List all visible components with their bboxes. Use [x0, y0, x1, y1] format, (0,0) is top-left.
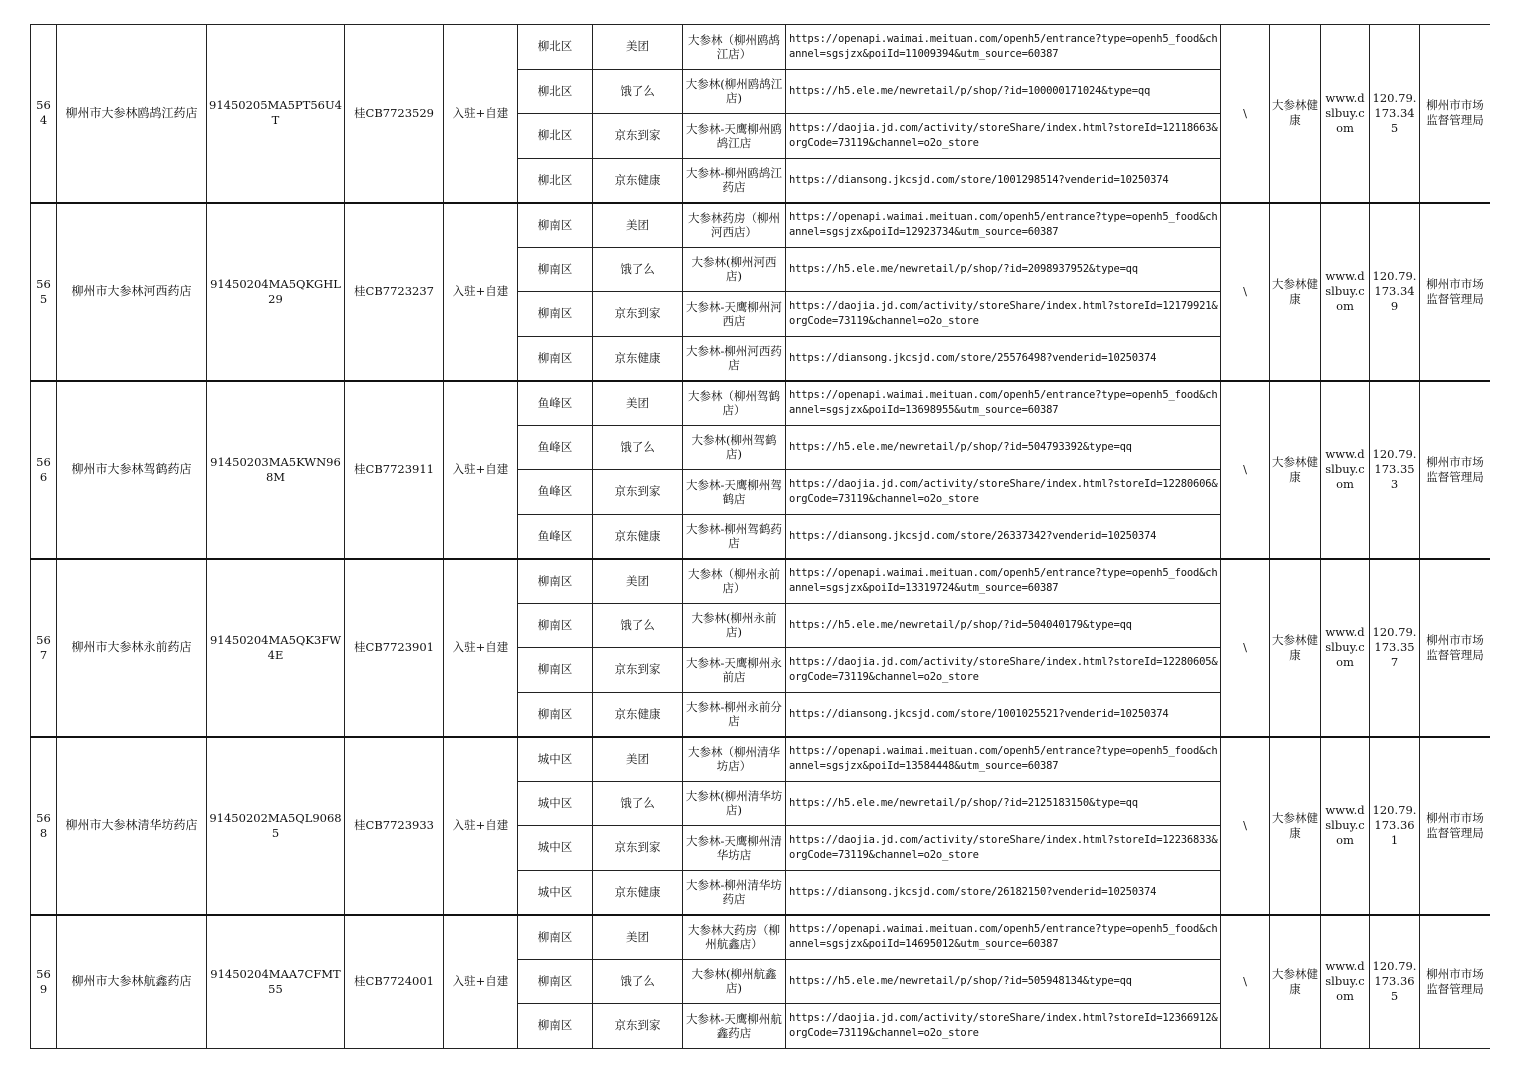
store-name: 大参林-天鹰柳州河西店	[683, 292, 786, 337]
platform: 京东健康	[593, 336, 683, 381]
license-number: 桂CB7723911	[345, 381, 444, 559]
app-name: 大参林健康	[1270, 381, 1321, 559]
store-url: https://openapi.waimai.meituan.com/openh5/entrance?type=openh5_food&channel=sgsjzx&poiId=13319724&utm_source=60387	[786, 559, 1221, 604]
store-url: https://daojia.jd.com/activity/storeShare/index.html?storeId=12179921&orgCode=73119&channel=o2o_store	[786, 292, 1221, 337]
license-number: 桂CB7723529	[345, 25, 444, 203]
platform: 京东健康	[593, 870, 683, 915]
ip-address: 120.79.173.365	[1370, 915, 1420, 1049]
platform: 京东健康	[593, 514, 683, 559]
platform: 饿了么	[593, 69, 683, 114]
operation-mode: 入驻+自建	[444, 25, 518, 203]
store-url: https://openapi.waimai.meituan.com/openh5/entrance?type=openh5_food&channel=sgsjzx&poiId=12923734&utm_source=60387	[786, 203, 1221, 248]
store-url: https://h5.ele.me/newretail/p/shop/?id=504040179&type=qq	[786, 603, 1221, 648]
license-number: 桂CB7724001	[345, 915, 444, 1049]
website: www.dslbuy.com	[1321, 25, 1370, 203]
district: 柳南区	[518, 915, 593, 960]
table-row	[31, 737, 1491, 782]
platform: 饿了么	[593, 247, 683, 292]
district: 柳北区	[518, 25, 593, 70]
store-name: 大参林-天鹰柳州航鑫药店	[683, 1004, 786, 1049]
store-name: 大参林（柳州清华坊店）	[683, 737, 786, 782]
table-row	[31, 559, 1491, 604]
credit-code: 91450205MA5PT56U4T	[207, 25, 345, 203]
company-name: 柳州市大参林航鑫药店	[57, 915, 207, 1049]
credit-code: 91450204MA5QK3FW4E	[207, 559, 345, 737]
backslash-cell: \	[1221, 381, 1270, 559]
document-page	[30, 24, 1490, 1054]
store-name: 大参林药房（柳州河西店）	[683, 203, 786, 248]
table-row	[31, 915, 1491, 960]
store-name: 大参林(柳州航鑫店)	[683, 959, 786, 1004]
store-url: https://diansong.jkcsjd.com/store/26182150?venderid=10250374	[786, 870, 1221, 915]
store-table	[30, 24, 1490, 1049]
operation-mode: 入驻+自建	[444, 737, 518, 915]
store-url: https://h5.ele.me/newretail/p/shop/?id=2125183150&type=qq	[786, 781, 1221, 826]
store-name: 大参林-柳州清华坊药店	[683, 870, 786, 915]
operation-mode: 入驻+自建	[444, 203, 518, 381]
platform: 京东到家	[593, 648, 683, 693]
district: 柳南区	[518, 559, 593, 604]
credit-code: 91450203MA5KWN968M	[207, 381, 345, 559]
store-url: https://openapi.waimai.meituan.com/openh5/entrance?type=openh5_food&channel=sgsjzx&poiId=13698955&utm_source=60387	[786, 381, 1221, 426]
store-url: https://daojia.jd.com/activity/storeShare/index.html?storeId=12280605&orgCode=73119&channel=o2o_store	[786, 648, 1221, 693]
ip-address: 120.79.173.357	[1370, 559, 1420, 737]
district: 柳南区	[518, 292, 593, 337]
store-name: 大参林-天鹰柳州鸥鸪江店	[683, 114, 786, 159]
website: www.dslbuy.com	[1321, 915, 1370, 1049]
row-number: 565	[31, 203, 57, 381]
store-name: 大参林-柳州鸥鸪江药店	[683, 158, 786, 203]
website: www.dslbuy.com	[1321, 203, 1370, 381]
district: 柳南区	[518, 959, 593, 1004]
store-url: https://h5.ele.me/newretail/p/shop/?id=505948134&type=qq	[786, 959, 1221, 1004]
website: www.dslbuy.com	[1321, 381, 1370, 559]
store-url: https://daojia.jd.com/activity/storeShare/index.html?storeId=12280606&orgCode=73119&channel=o2o_store	[786, 470, 1221, 515]
district: 鱼峰区	[518, 514, 593, 559]
app-name: 大参林健康	[1270, 737, 1321, 915]
authority: 柳州市市场监督管理局	[1420, 915, 1491, 1049]
store-url: https://diansong.jkcsjd.com/store/1001025521?venderid=10250374	[786, 692, 1221, 737]
table-row	[31, 25, 1491, 70]
credit-code: 91450204MAA7CFMT55	[207, 915, 345, 1049]
store-name: 大参林-天鹰柳州清华坊店	[683, 826, 786, 871]
store-name: 大参林(柳州鸥鸪江店)	[683, 69, 786, 114]
platform: 饿了么	[593, 603, 683, 648]
authority: 柳州市市场监督管理局	[1420, 737, 1491, 915]
license-number: 桂CB7723237	[345, 203, 444, 381]
operation-mode: 入驻+自建	[444, 381, 518, 559]
authority: 柳州市市场监督管理局	[1420, 559, 1491, 737]
store-name: 大参林（柳州鸥鸪江店）	[683, 25, 786, 70]
platform: 京东健康	[593, 158, 683, 203]
platform: 饿了么	[593, 781, 683, 826]
district: 柳南区	[518, 692, 593, 737]
license-number: 桂CB7723901	[345, 559, 444, 737]
store-url: https://daojia.jd.com/activity/storeShare/index.html?storeId=12118663&orgCode=73119&channel=o2o_store	[786, 114, 1221, 159]
store-name: 大参林-柳州河西药店	[683, 336, 786, 381]
backslash-cell: \	[1221, 559, 1270, 737]
district: 城中区	[518, 737, 593, 782]
store-name: 大参林-柳州永前分店	[683, 692, 786, 737]
table-row	[31, 381, 1491, 426]
platform: 京东到家	[593, 292, 683, 337]
district: 鱼峰区	[518, 425, 593, 470]
authority: 柳州市市场监督管理局	[1420, 381, 1491, 559]
company-name: 柳州市大参林河西药店	[57, 203, 207, 381]
store-name: 大参林(柳州清华坊店)	[683, 781, 786, 826]
ip-address: 120.79.173.345	[1370, 25, 1420, 203]
platform: 饿了么	[593, 959, 683, 1004]
table-body	[31, 25, 1491, 1049]
operation-mode: 入驻+自建	[444, 915, 518, 1049]
platform: 京东到家	[593, 114, 683, 159]
store-name: 大参林-天鹰柳州永前店	[683, 648, 786, 693]
store-url: https://h5.ele.me/newretail/p/shop/?id=504793392&type=qq	[786, 425, 1221, 470]
table-row	[31, 203, 1491, 248]
store-url: https://openapi.waimai.meituan.com/openh5/entrance?type=openh5_food&channel=sgsjzx&poiId=13584448&utm_source=60387	[786, 737, 1221, 782]
platform: 美团	[593, 25, 683, 70]
district: 鱼峰区	[518, 470, 593, 515]
store-url: https://openapi.waimai.meituan.com/openh5/entrance?type=openh5_food&channel=sgsjzx&poiId=11009394&utm_source=60387	[786, 25, 1221, 70]
store-url: https://diansong.jkcsjd.com/store/25576498?venderid=10250374	[786, 336, 1221, 381]
district: 城中区	[518, 870, 593, 915]
platform: 美团	[593, 381, 683, 426]
credit-code: 91450204MA5QKGHL29	[207, 203, 345, 381]
row-number: 569	[31, 915, 57, 1049]
company-name: 柳州市大参林驾鹤药店	[57, 381, 207, 559]
district: 城中区	[518, 826, 593, 871]
license-number: 桂CB7723933	[345, 737, 444, 915]
operation-mode: 入驻+自建	[444, 559, 518, 737]
district: 柳南区	[518, 648, 593, 693]
district: 柳南区	[518, 247, 593, 292]
store-name: 大参林(柳州驾鹤店)	[683, 425, 786, 470]
website: www.dslbuy.com	[1321, 559, 1370, 737]
app-name: 大参林健康	[1270, 25, 1321, 203]
platform: 饿了么	[593, 425, 683, 470]
company-name: 柳州市大参林鸥鸪江药店	[57, 25, 207, 203]
district: 柳南区	[518, 203, 593, 248]
app-name: 大参林健康	[1270, 203, 1321, 381]
app-name: 大参林健康	[1270, 915, 1321, 1049]
app-name: 大参林健康	[1270, 559, 1321, 737]
company-name: 柳州市大参林永前药店	[57, 559, 207, 737]
row-number: 566	[31, 381, 57, 559]
store-url: https://openapi.waimai.meituan.com/openh5/entrance?type=openh5_food&channel=sgsjzx&poiId=14695012&utm_source=60387	[786, 915, 1221, 960]
platform: 京东健康	[593, 692, 683, 737]
authority: 柳州市市场监督管理局	[1420, 203, 1491, 381]
store-name: 大参林(柳州河西店)	[683, 247, 786, 292]
store-name: 大参林大药房（柳州航鑫店）	[683, 915, 786, 960]
platform: 美团	[593, 203, 683, 248]
platform: 京东到家	[593, 470, 683, 515]
row-number: 568	[31, 737, 57, 915]
backslash-cell: \	[1221, 203, 1270, 381]
backslash-cell: \	[1221, 25, 1270, 203]
platform: 京东到家	[593, 1004, 683, 1049]
company-name: 柳州市大参林清华坊药店	[57, 737, 207, 915]
store-url: https://daojia.jd.com/activity/storeShare/index.html?storeId=12366912&orgCode=73119&channel=o2o_store	[786, 1004, 1221, 1049]
store-url: https://diansong.jkcsjd.com/store/1001298514?venderid=10250374	[786, 158, 1221, 203]
platform: 美团	[593, 915, 683, 960]
district: 柳南区	[518, 603, 593, 648]
website: www.dslbuy.com	[1321, 737, 1370, 915]
platform: 京东到家	[593, 826, 683, 871]
district: 柳北区	[518, 114, 593, 159]
platform: 美团	[593, 737, 683, 782]
store-name: 大参林-柳州驾鹤药店	[683, 514, 786, 559]
district: 鱼峰区	[518, 381, 593, 426]
store-name: 大参林（柳州驾鹤店）	[683, 381, 786, 426]
backslash-cell: \	[1221, 737, 1270, 915]
credit-code: 91450202MA5QL90685	[207, 737, 345, 915]
district: 城中区	[518, 781, 593, 826]
district: 柳南区	[518, 1004, 593, 1049]
authority: 柳州市市场监督管理局	[1420, 25, 1491, 203]
row-number: 564	[31, 25, 57, 203]
ip-address: 120.79.173.349	[1370, 203, 1420, 381]
ip-address: 120.79.173.361	[1370, 737, 1420, 915]
store-name: 大参林-天鹰柳州驾鹤店	[683, 470, 786, 515]
store-url: https://diansong.jkcsjd.com/store/26337342?venderid=10250374	[786, 514, 1221, 559]
store-url: https://h5.ele.me/newretail/p/shop/?id=100000171024&type=qq	[786, 69, 1221, 114]
district: 柳南区	[518, 336, 593, 381]
row-number: 567	[31, 559, 57, 737]
store-url: https://h5.ele.me/newretail/p/shop/?id=2098937952&type=qq	[786, 247, 1221, 292]
platform: 美团	[593, 559, 683, 604]
store-name: 大参林(柳州永前店)	[683, 603, 786, 648]
district: 柳北区	[518, 69, 593, 114]
store-name: 大参林（柳州永前店）	[683, 559, 786, 604]
store-url: https://daojia.jd.com/activity/storeShare/index.html?storeId=12236833&orgCode=73119&channel=o2o_store	[786, 826, 1221, 871]
district: 柳北区	[518, 158, 593, 203]
backslash-cell: \	[1221, 915, 1270, 1049]
ip-address: 120.79.173.353	[1370, 381, 1420, 559]
